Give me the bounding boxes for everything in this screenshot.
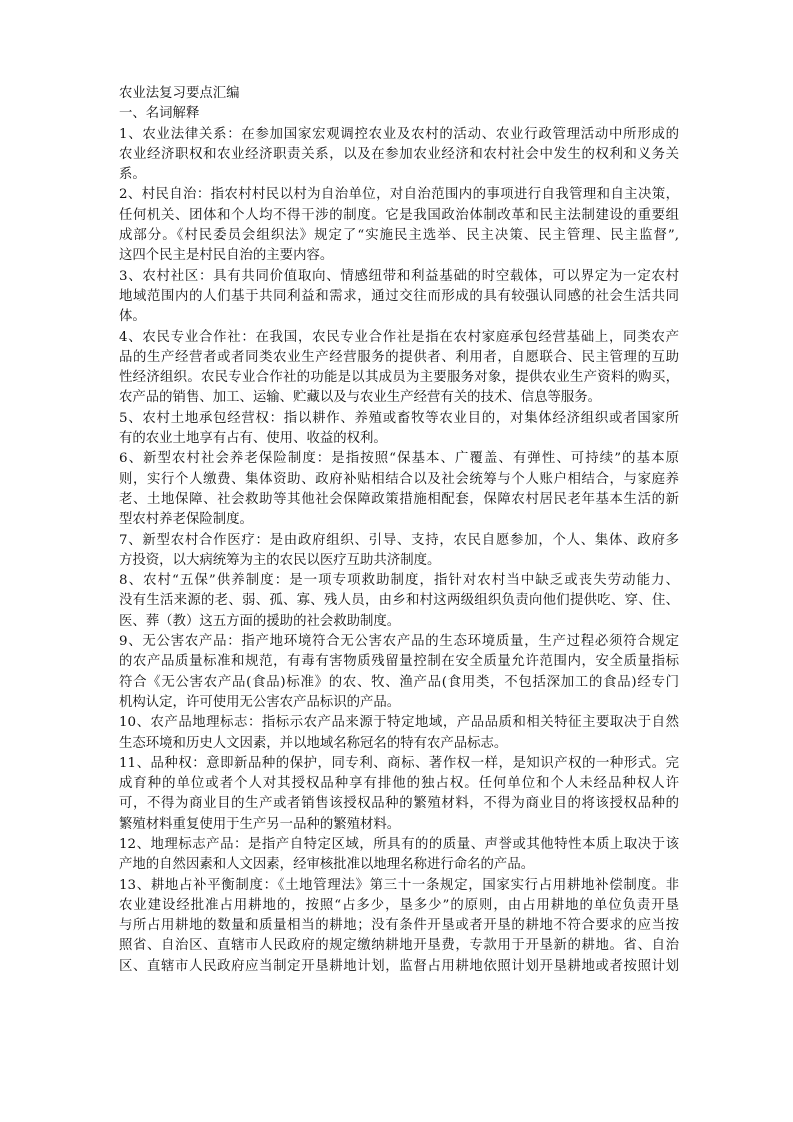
text-line: 3、农村社区：具有共同价值取向、情感纽带和利益基础的时空载体，可以界定为一定农村 <box>119 268 679 284</box>
text-line: 医、葬（教）这五方面的援助的社会救助制度。 <box>119 613 401 629</box>
text-line: 繁殖材料重复使用于生产另一品种的繁殖材料。 <box>119 816 401 832</box>
text-line: 产地的自然因素和人文因素，经审核批准以地理名称进行命名的产品。 <box>119 857 535 873</box>
text-line: 的农产品质量标准和规范，有毒有害物质残留量控制在安全质量允许范围内，安全质量指标 <box>119 654 679 670</box>
text-line: 成部分。《村民委员会组织法》规定了“实施民主选举、民主决策、民主管理、民主监督”, <box>119 228 679 244</box>
text-line: 生态环境和历史人文因素，并以地域名称冠名的特有农产品标志。 <box>119 735 508 751</box>
text-line: 符合《无公害农产品(食品)标准》的农、牧、渔产品(食用类，不包括深加工的食品)经专门 <box>119 674 679 690</box>
text-line: 照省、自治区、直辖市人民政府的规定缴纳耕地开垦费，专款用于开垦新的耕地。省、自治 <box>119 938 679 954</box>
text-line: 11、品种权：意即新品种的保护，同专利、商标、著作权一样，是知识产权的一种形式。完 <box>119 755 679 771</box>
document-page <box>119 84 679 977</box>
text-line: 体。 <box>119 309 146 325</box>
document-title: 农业法复习要点汇编 <box>119 86 240 101</box>
text-line: 有的农业土地享有占有、使用、收益的权利。 <box>119 431 387 447</box>
text-line: 性经济组织。农民专业合作社的功能是以其成员为主要服务对象，提供农业生产资料的购买， <box>119 370 679 386</box>
text-line: 方投资，以大病统筹为主的农民以医疗互助共济制度。 <box>119 552 441 568</box>
text-line: 农业经济职权和农业经济职责关系，以及在参加农业经济和农村社会中发生的权利和义务关 <box>119 146 679 162</box>
text-line: 品的生产经营者或者同类农业生产经营服务的提供者、利用者，自愿联合、民主管理的互助 <box>119 349 679 365</box>
text-line: 型农村养老保险制度。 <box>119 512 253 528</box>
text-line: 可，不得为商业目的生产或者销售该授权品种的繁殖材料，不得为商业目的将该授权品种的 <box>119 796 679 812</box>
text-line: 系。 <box>119 167 146 183</box>
text-line: 12、地理标志产品：是指产自特定区域，所具有的的质量、声誉或其他特性本质上取决于该 <box>119 836 679 852</box>
text-line: 机构认定，许可使用无公害农产品标识的产品。 <box>119 694 401 710</box>
text-line: 13、耕地占补平衡制度：《土地管理法》第三十一条规定，国家实行占用耕地补偿制度。非 <box>119 877 679 893</box>
section-heading: 一、名词解释 <box>119 106 200 122</box>
text-line: 9、无公害农产品：指产地环境符合无公害农产品的生态环境质量，生产过程必须符合规定 <box>119 634 679 650</box>
text-line: 8、农村“五保”供养制度：是一项专项救助制度，指针对农村当中缺乏或丧失劳动能力、 <box>119 573 679 589</box>
text-line: 7、新型农村合作医疗：是由政府组织、引导、支持，农民自愿参加，个人、集体、政府多 <box>119 532 679 548</box>
text-line: 老、土地保障、社会救助等其他社会保障政策措施相配套，保障农村居民老年基本生活的新 <box>119 491 679 507</box>
text-line: 4、农民专业合作社：在我国，农民专业合作社是指在农村家庭承包经营基础上，同类农产 <box>119 329 679 345</box>
text-line: 成育种的单位或者个人对其授权品种享有排他的独占权。任何单位和个人未经品种权人许 <box>119 776 679 792</box>
text-line: 6、新型农村社会养老保险制度：是指按照“保基本、广覆盖、有弹性、可持续”的基本原 <box>119 451 679 467</box>
text-line: 5、农村土地承包经营权：指以耕作、养殖或畜牧等农业目的，对集体经济组织或者国家所 <box>119 410 679 426</box>
text-line: 地域范围内的人们基于共同利益和需求，通过交往而形成的具有较强认同感的社会生活共同 <box>119 288 679 304</box>
text-line: 任何机关、团体和个人均不得干涉的制度。它是我国政治体制改革和民主法制建设的重要组 <box>119 207 679 223</box>
text-line: 则，实行个人缴费、集体资助、政府补贴相结合以及社会统筹与个人账户相结合，与家庭养 <box>119 471 679 487</box>
text-line: 区、直辖市人民政府应当制定开垦耕地计划，监督占用耕地依照计划开垦耕地或者按照计划 <box>119 958 679 974</box>
text-line: 这四个民主是村民自治的主要内容。 <box>119 248 334 264</box>
text-line: 农业建设经批准占用耕地的，按照“占多少，垦多少”的原则，由占用耕地的单位负责开垦 <box>119 897 679 913</box>
text-line: 农产品的销售、加工、运输、贮藏以及与农业生产经营有关的技术、信息等服务。 <box>119 390 602 406</box>
text-line: 10、农产品地理标志：指标示农产品来源于特定地域，产品品质和相关特征主要取决于自然 <box>119 715 679 731</box>
text-line: 1、农业法律关系：在参加国家宏观调控农业及农村的活动、农业行政管理活动中所形成的 <box>119 126 679 142</box>
text-line: 与所占用耕地的数量和质量相当的耕地；没有条件开垦或者开垦的耕地不符合要求的应当按 <box>119 918 679 934</box>
text-line: 没有生活来源的老、弱、孤、寡、残人员，由乡和村这两级组织负责向他们提供吃、穿、住、 <box>119 593 679 609</box>
text-line: 2、村民自治：指农村村民以村为自治单位，对自治范围内的事项进行自我管理和自主决策， <box>119 187 679 203</box>
document-body <box>119 125 679 977</box>
